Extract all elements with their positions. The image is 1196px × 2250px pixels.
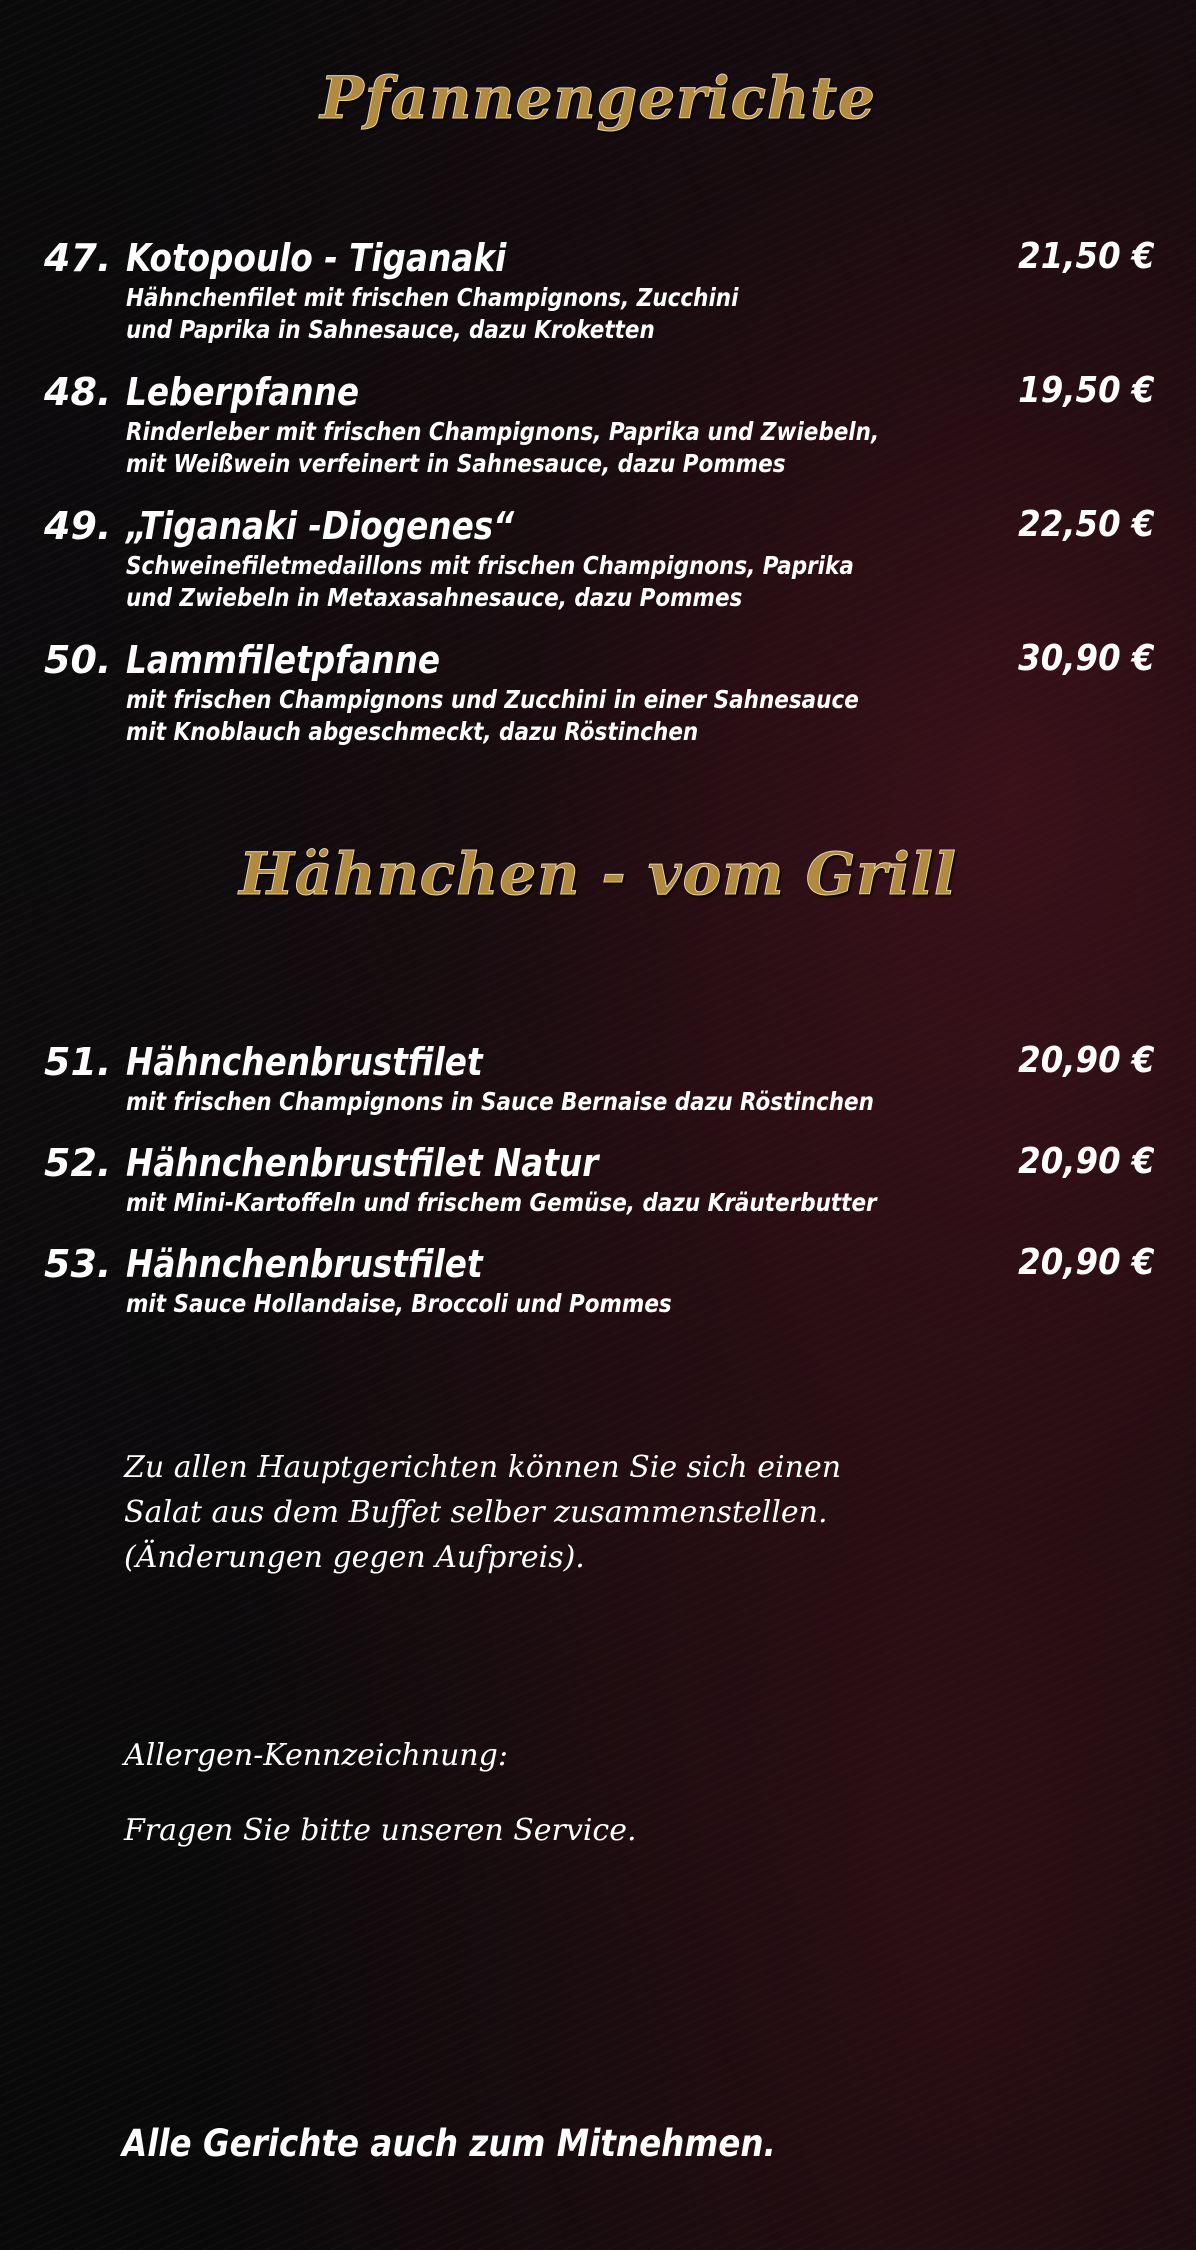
item-name: „Tiganaki -Diogenes“: [126, 504, 515, 548]
menu-item: [44, 638, 1154, 748]
item-name: Hähnchenbrustfilet: [126, 1242, 483, 1286]
item-price: 22,50 €: [1017, 504, 1154, 545]
item-number: 49.: [44, 504, 112, 548]
item-name: Hähnchenbrustfilet Natur: [126, 1141, 599, 1185]
item-description: mit frischen Champignons in Sauce Bernaise dazu Röstinchen: [126, 1087, 874, 1116]
item-price: 21,50 €: [1017, 236, 1154, 277]
item-description: Rinderleber mit frischen Champignons, Paprika und Zwiebeln,: [126, 417, 880, 446]
note-line: Salat aus dem Buffet selber zusammenstellen.: [124, 1495, 828, 1530]
menu-item: [44, 370, 1154, 480]
item-price: 20,90 €: [1017, 1242, 1154, 1283]
item-name: Lammfiletpfanne: [126, 638, 441, 682]
note-line: (Änderungen gegen Aufpreis).: [124, 1540, 585, 1575]
section-title-pfannengerichte: Pfannengerichte: [320, 64, 876, 132]
item-number: 52.: [44, 1141, 112, 1185]
menu-item: [44, 1040, 1154, 1118]
item-name: Kotopoulo - Tiganaki: [126, 236, 507, 280]
item-description: Hähnchenfilet mit frischen Champignons, Zucchini: [126, 283, 739, 312]
item-number: 48.: [44, 370, 112, 414]
item-description: und Zwiebeln in Metaxasahnesauce, dazu Pommes: [126, 583, 743, 612]
item-price: 20,90 €: [1017, 1040, 1154, 1081]
menu-item: [44, 1242, 1154, 1320]
section-title-haehnchen-vom-grill: Hähnchen - vom Grill: [239, 840, 957, 908]
item-name: Hähnchenbrustfilet: [126, 1040, 483, 1084]
menu-item: [44, 504, 1154, 614]
item-description: Schweinefiletmedaillons mit frischen Champignons, Paprika: [126, 551, 854, 580]
item-price: 19,50 €: [1017, 370, 1154, 411]
menu-item: [44, 1141, 1154, 1219]
item-name: Leberpfanne: [126, 370, 360, 414]
item-number: 50.: [44, 638, 112, 682]
item-number: 51.: [44, 1040, 112, 1084]
allergen-text: Fragen Sie bitte unseren Service.: [124, 1813, 637, 1848]
item-description: und Paprika in Sahnesauce, dazu Kroketten: [126, 315, 655, 344]
item-description: mit Mini-Kartoffeln und frischem Gemüse, dazu Kräuterbutter: [126, 1188, 877, 1217]
takeaway-footer: Alle Gerichte auch zum Mitnehmen.: [122, 2122, 776, 2165]
item-description: mit Weißwein verfeinert in Sahnesauce, dazu Pommes: [126, 449, 786, 478]
item-number: 53.: [44, 1242, 112, 1286]
salad-buffet-note: [124, 1445, 841, 1580]
allergen-label: Allergen-Kennzeichnung:: [124, 1738, 508, 1773]
item-price: 20,90 €: [1017, 1141, 1154, 1182]
item-description: mit Knoblauch abgeschmeckt, dazu Röstinchen: [126, 717, 699, 746]
item-description: mit frischen Champignons und Zucchini in einer Sahnesauce: [126, 685, 859, 714]
item-description: mit Sauce Hollandaise, Broccoli und Pommes: [126, 1289, 672, 1318]
menu-item: [44, 236, 1154, 346]
item-price: 30,90 €: [1017, 638, 1154, 679]
note-line: Zu allen Hauptgerichten können Sie sich einen: [124, 1450, 842, 1485]
item-number: 47.: [44, 236, 112, 280]
